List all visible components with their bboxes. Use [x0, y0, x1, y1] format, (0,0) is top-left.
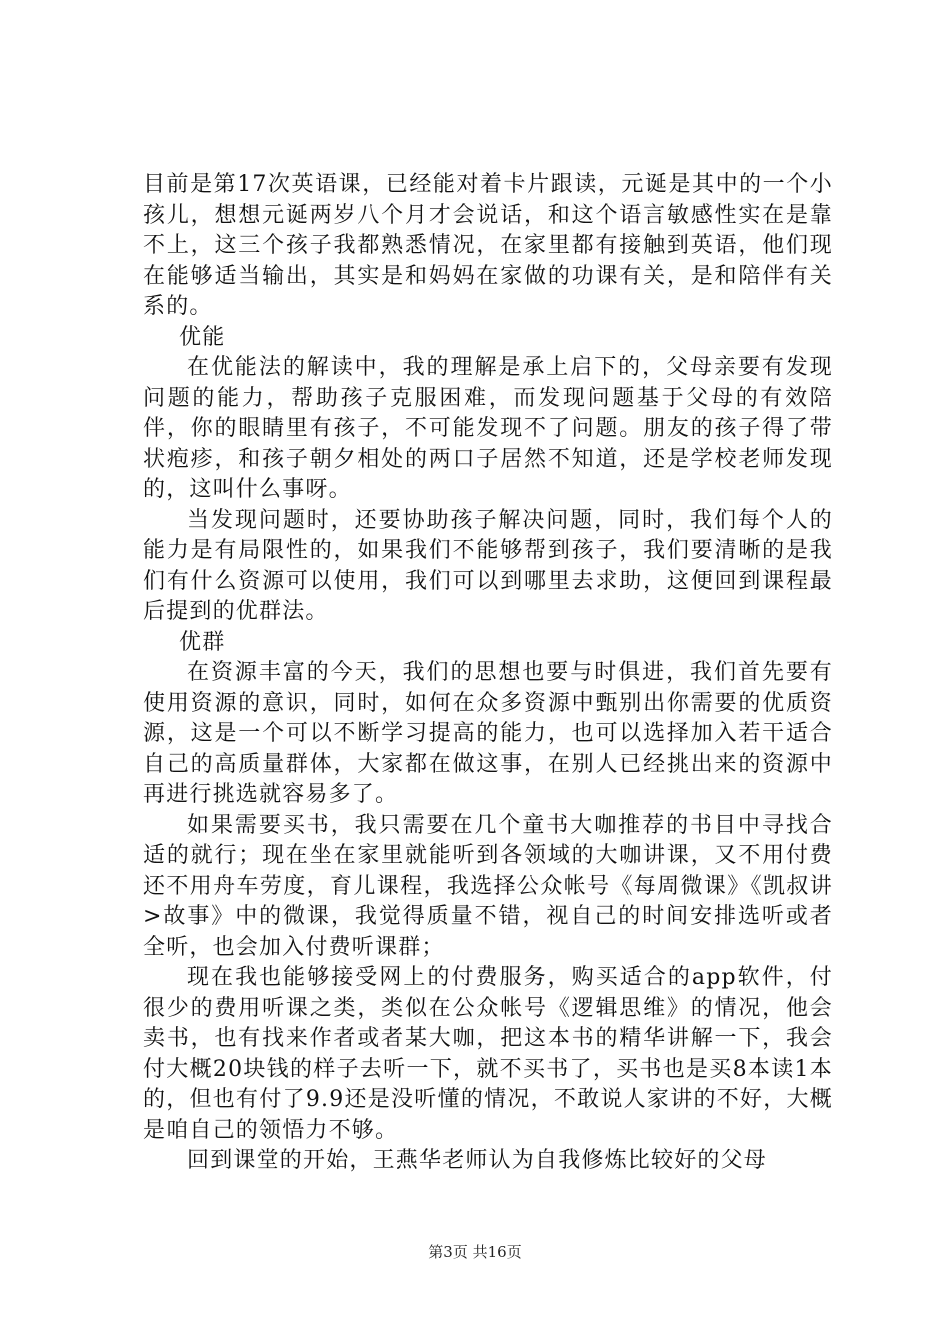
document-body: [143, 170, 833, 1177]
paragraph-3: 当发现问题时，还要协助孩子解决问题，同时，我们每个人的能力是有局限性的，如果我们不能够帮到孩子，我们要清晰的是我们有什么资源可以使用，我们可以到哪里去求助，这便回到课程最后提到的优群法。: [143, 507, 833, 624]
paragraph-5: 如果需要买书，我只需要在几个童书大咖推荐的书目中寻找合适的就行；现在坐在家里就能听到各领域的大咖讲课，又不用付费还不用舟车劳度，育儿课程，我选择公众帐号《每周微课》《凯叔讲>故事》中的微课，我觉得质量不错，视自己的时间安排选听或者全听，也会加入付费听课群；: [143, 812, 833, 960]
paragraph-4: 在资源丰富的今天，我们的思想也要与时俱进，我们首先要有使用资源的意识，同时，如何在众多资源中甄别出你需要的优质资源，这是一个可以不断学习提高的能力，也可以选择加入若干适合自己的高质量群体，大家都在做这事，在别人已经挑出来的资源中再进行挑选就容易多了。: [143, 660, 833, 807]
paragraph-7: 回到课堂的开始，王燕华老师认为自我修炼比较好的父母: [187, 1148, 768, 1173]
section-heading-youneng: 优能: [179, 324, 226, 350]
page-footer: 第3页 共16页: [428, 1243, 522, 1261]
paragraph-6: 现在我也能够接受网上的付费服务，购买适合的app软件，付很少的费用听课之类，类似在公众帐号《逻辑思维》的情况，他会卖书，也有找来作者或者某大咖，把这本书的精华讲解一下，我会付大概20块钱的样子去听一下，就不买书了，买书也是买8本读1本的，但也有付了9.9还是没听懂的情况，不敢说人家讲的不好，大概是咱自己的领悟力不够。: [143, 965, 833, 1143]
paragraph-2: 在优能法的解读中，我的理解是承上启下的，父母亲要有发现问题的能力，帮助孩子克服困难，而发现问题基于父母的有效陪伴，你的眼睛里有孩子，不可能发现不了问题。朋友的孩子得了带状疱疹，和孩子朝夕相处的两口子居然不知道，还是学校老师发现的，这叫什么事呀。: [143, 355, 833, 502]
section-heading-youqun: 优群: [179, 629, 226, 655]
paragraph-1: 目前是第17次英语课，已经能对着卡片跟读，元诞是其中的一个小孩儿，想想元诞两岁八个月才会说话，和这个语言敏感性实在是靠不上，这三个孩子我都熟悉情况，在家里都有接触到英语，他们现在能够适当输出，其实是和妈妈在家做的功课有关，是和陪伴有关系的。: [143, 172, 833, 319]
